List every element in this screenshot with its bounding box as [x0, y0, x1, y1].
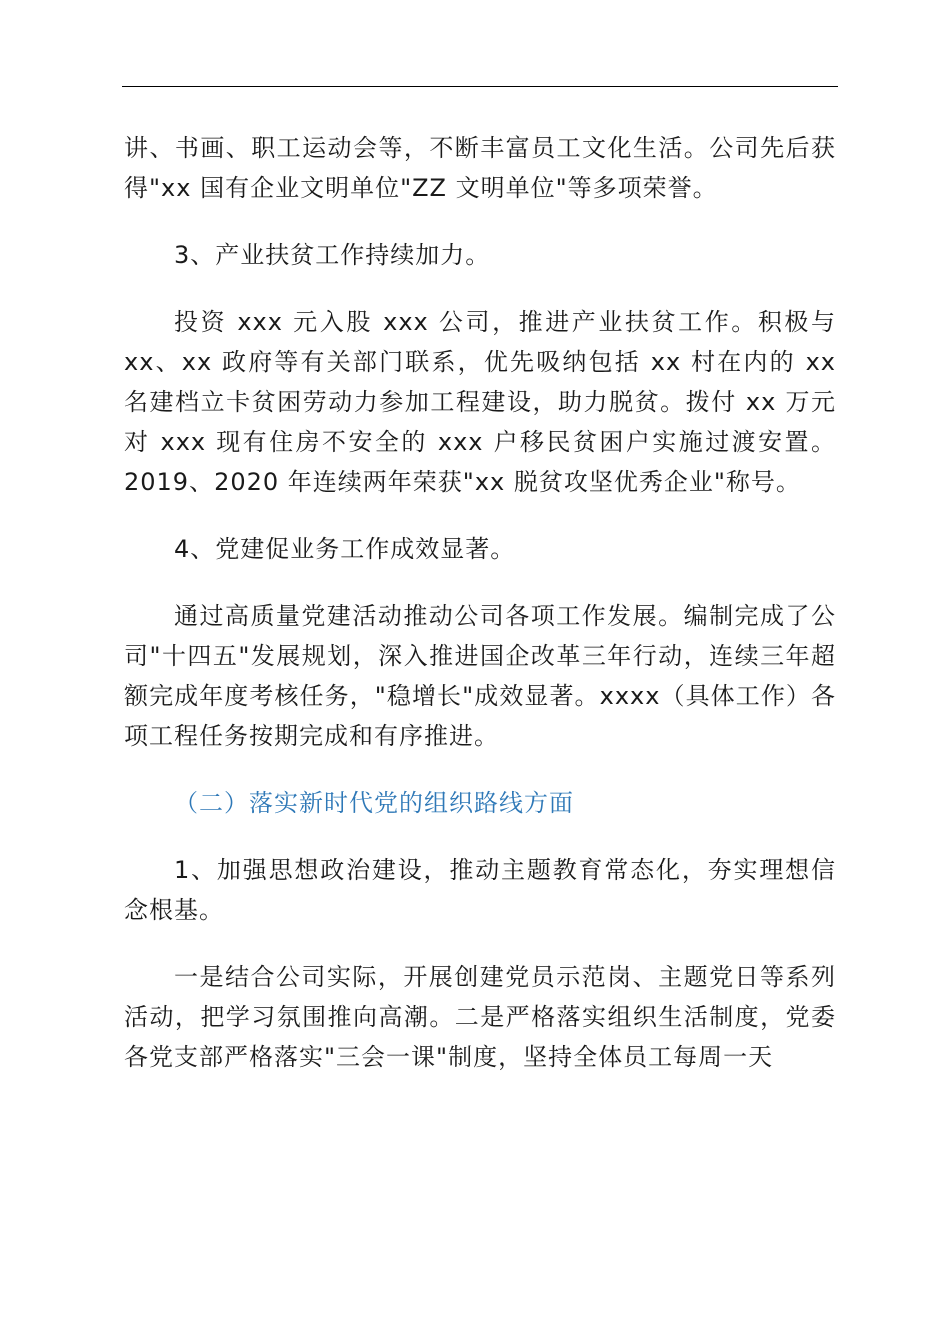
subheading-party-building-business: 4、党建促业务工作成效显著。	[174, 535, 516, 563]
subheading-ideological-political: 1、加强思想政治建设，推动主题教育常态化，夯实理想信念根基。	[124, 856, 836, 924]
header-rule	[122, 86, 838, 87]
subheading-poverty-alleviation: 3、产业扶贫工作持续加力。	[174, 241, 491, 269]
paragraph-poverty-alleviation: 投资 xxx 元入股 xxx 公司，推进产业扶贫工作。积极与 xx、xx 政府等有关部门联系，优先吸纳包括 xx 村在内的 xx 名建档立卡贫困劳动力参加工程建设，助力脱贫。拨付 xx 万元对 xxx 现有住房不安全的 xxx 户移民贫困户实施过渡安置。2019、2020 年连续两年荣获"xx 脱贫攻坚优秀企业"称号。	[124, 308, 836, 496]
paragraph-ideological-political: 一是结合公司实际，开展创建党员示范岗、主题党日等系列活动，把学习氛围推向高潮。二是严格落实组织生活制度，党委各党支部严格落实"三会一课"制度，坚持全体员工每周一天	[124, 963, 836, 1071]
paragraph-party-building-business: 通过高质量党建活动推动公司各项工作发展。编制完成了公司"十四五"发展规划，深入推进国企改革三年行动，连续三年超额完成年度考核任务，"稳增长"成效显著。xxxx（具体工作）各项工程任务按期完成和有序推进。	[124, 602, 836, 750]
section-heading-organization-line: （二）落实新时代党的组织路线方面	[174, 789, 574, 817]
document-body	[124, 128, 836, 1077]
paragraph-culture-continuation: 讲、书画、职工运动会等，不断丰富员工文化生活。公司先后获得"xx 国有企业文明单位"ZZ 文明单位"等多项荣誉。	[124, 134, 836, 202]
